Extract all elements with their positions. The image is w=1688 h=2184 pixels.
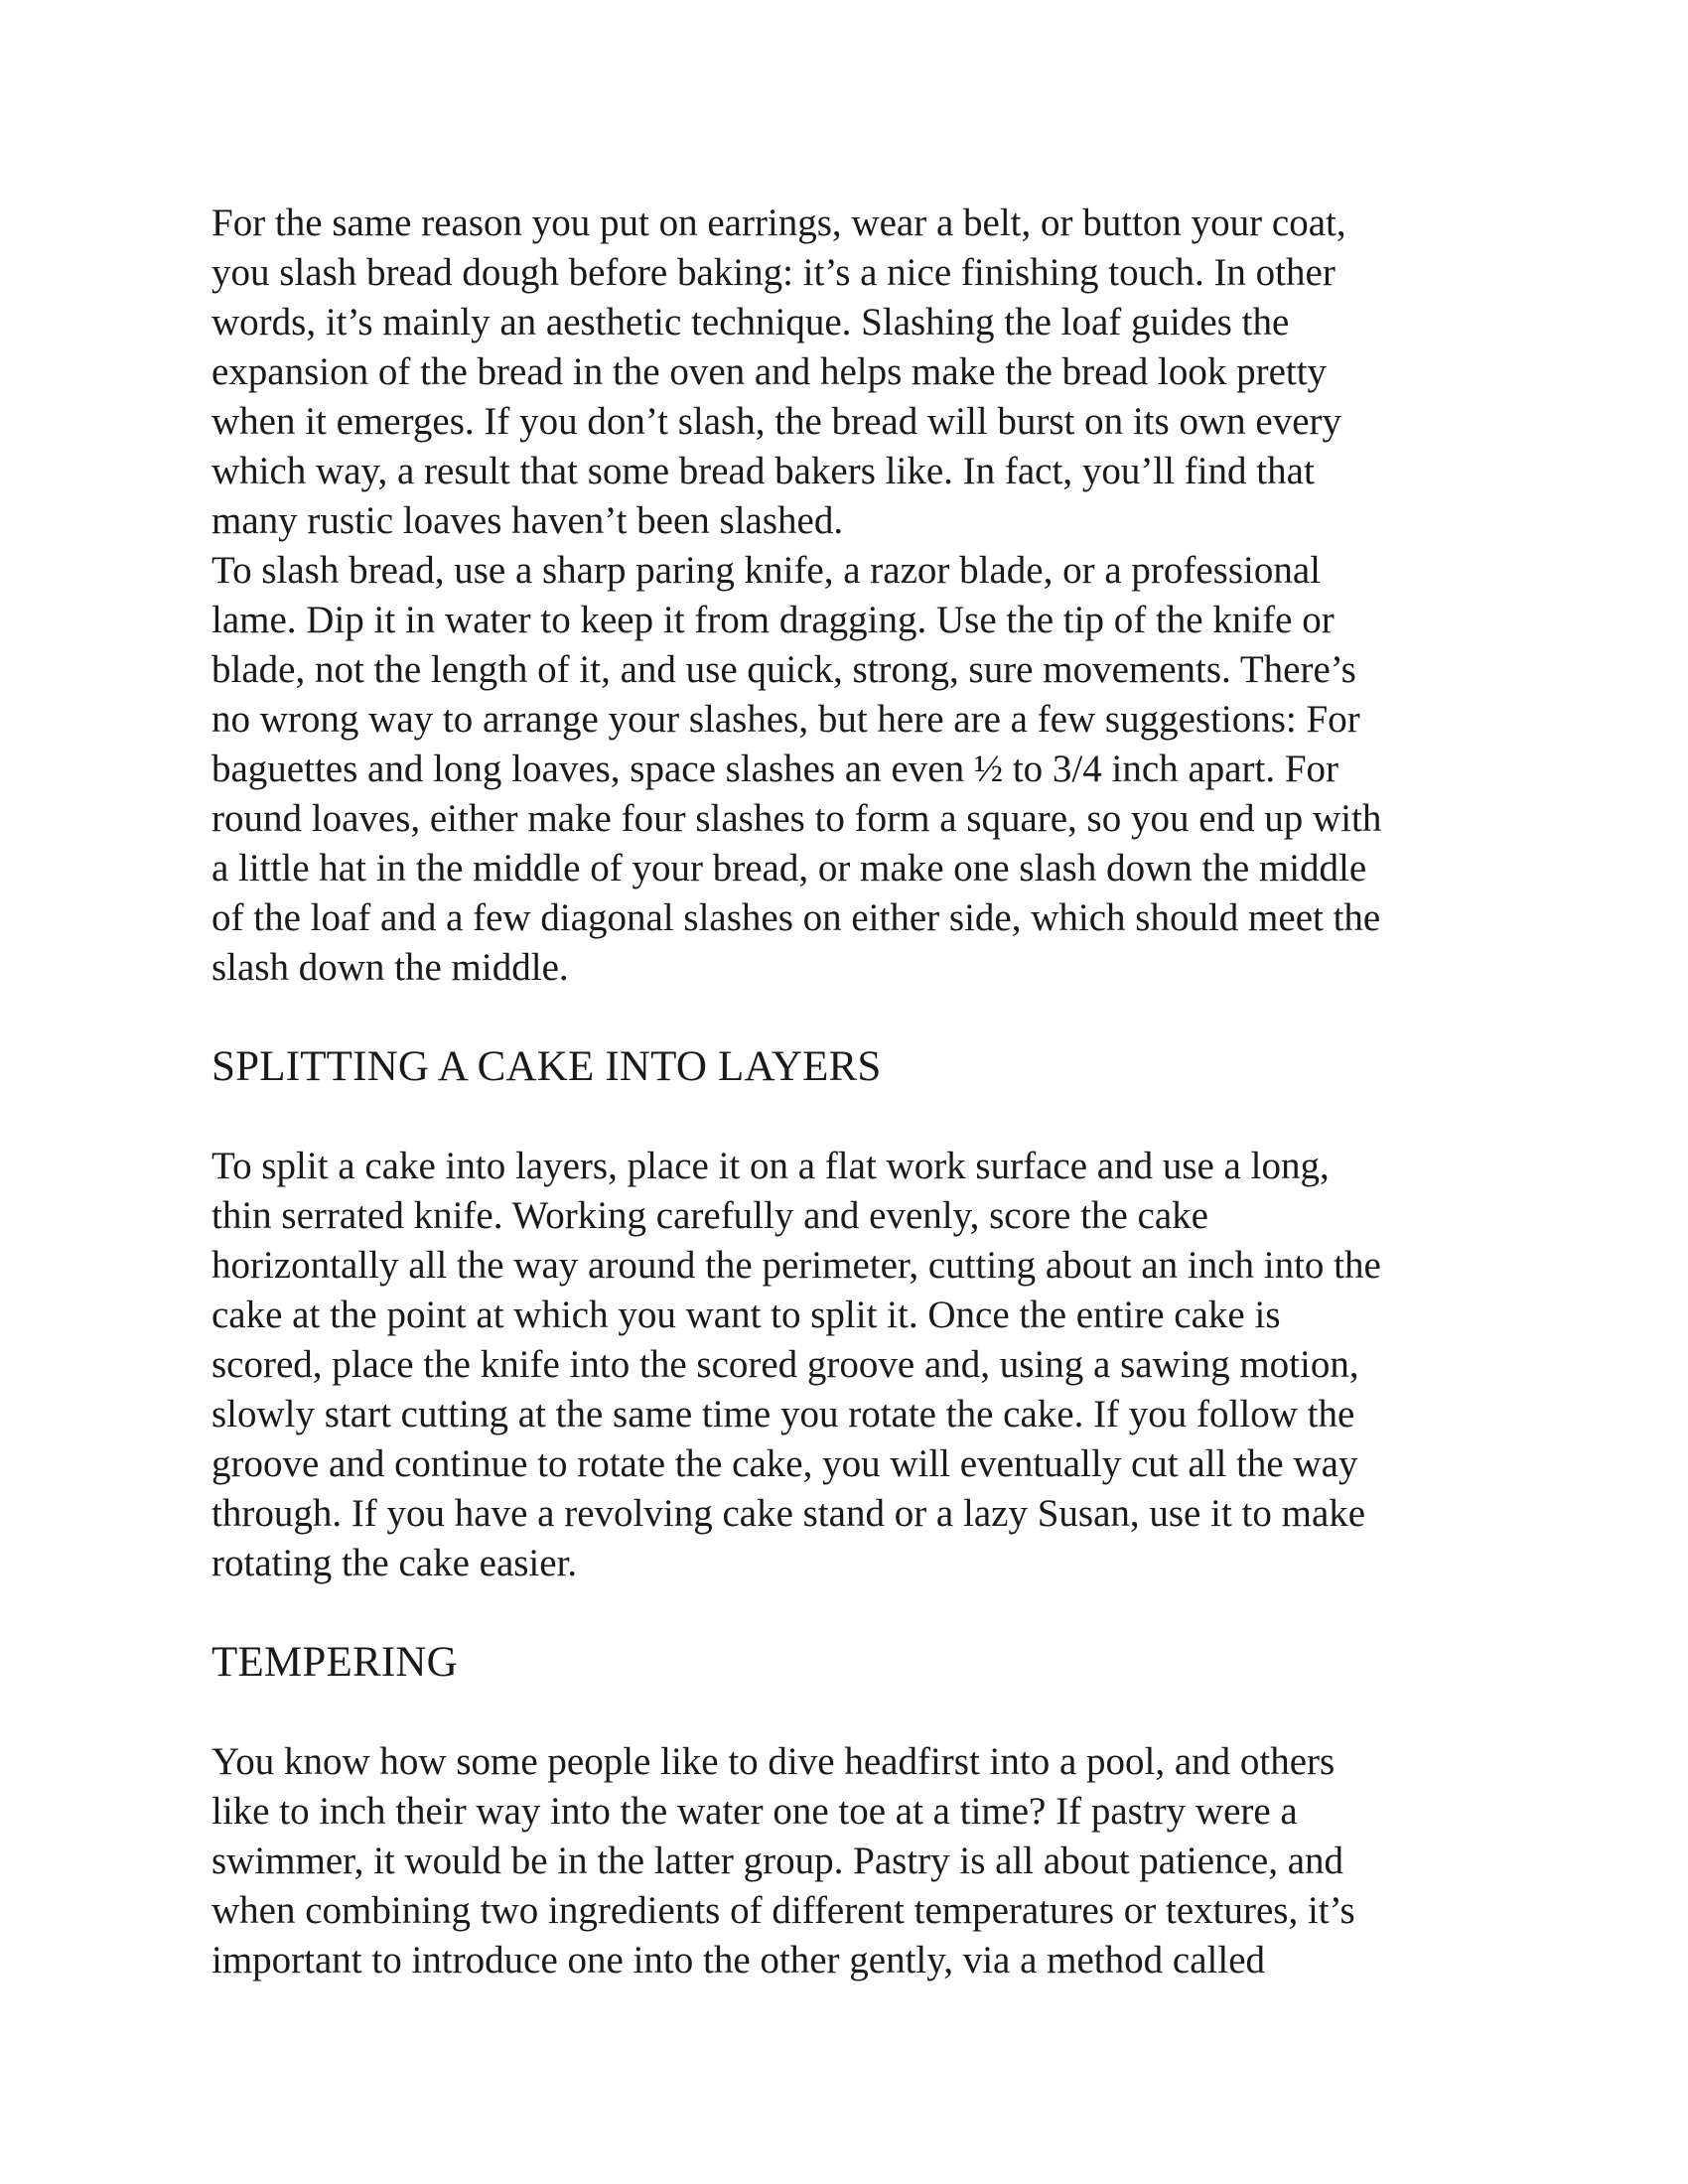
text-line: thin serrated knife. Working carefully and evenly, score the cake: [211, 1194, 1208, 1237]
text-line: slowly start cutting at the same time you rotate the cake. If you follow the: [211, 1393, 1355, 1435]
text-line: expansion of the bread in the oven and helps make the bread look pretty: [211, 350, 1328, 393]
text-line: when it emerges. If you don’t slash, the bread will burst on its own every: [211, 400, 1342, 443]
spacer: [211, 1588, 1492, 1638]
text-line: groove and continue to rotate the cake, you will eventually cut all the way: [211, 1442, 1358, 1485]
text-line: a little hat in the middle of your bread, or make one slash down the middle: [211, 847, 1367, 889]
spacer: [211, 993, 1492, 1042]
text-line: no wrong way to arrange your slashes, but here are a few suggestions: For: [211, 698, 1360, 741]
text-line: many rustic loaves haven’t been slashed.: [211, 499, 844, 542]
text-line: swimmer, it would be in the latter group. Pastry is all about patience, and: [211, 1840, 1344, 1882]
spacer: [211, 1688, 1492, 1737]
text-line: slash down the middle.: [211, 946, 569, 989]
text-line: of the loaf and a few diagonal slashes on either side, which should meet the: [211, 896, 1381, 939]
text-line: round loaves, either make four slashes to form a square, so you end up with: [211, 797, 1382, 840]
text-line: like to inch their way into the water one toe at a time? If pastry were a: [211, 1790, 1298, 1833]
text-line: baguettes and long loaves, space slashes an even ½ to 3/4 inch apart. For: [211, 748, 1339, 790]
text-line: rotating the cake easier.: [211, 1542, 578, 1584]
text-line: horizontally all the way around the perimeter, cutting about an inch into the: [211, 1244, 1381, 1287]
text-line: you slash bread dough before baking: it’s a nice finishing touch. In other: [211, 251, 1336, 294]
text-line: through. If you have a revolving cake stand or a lazy Susan, use it to make: [211, 1492, 1366, 1535]
text-line: blade, not the length of it, and use quick, strong, sure movements. There’s: [211, 648, 1356, 691]
section-heading-splitting-cake: SPLITTING A CAKE INTO LAYERS: [211, 1043, 882, 1090]
text-line: lame. Dip it in water to keep it from dragging. Use the tip of the knife or: [211, 599, 1335, 641]
text-line: which way, a result that some bread bakers like. In fact, you’ll find that: [211, 450, 1315, 492]
paragraph-splitting-cake: [211, 1142, 1492, 1588]
text-line: You know how some people like to dive headfirst into a pool, and others: [211, 1740, 1336, 1783]
text-line: To slash bread, use a sharp paring knife, a razor blade, or a professional: [211, 549, 1322, 592]
spacer: [211, 1092, 1492, 1142]
text-line: important to introduce one into the other gently, via a method called: [211, 1939, 1265, 1981]
document-page: [211, 199, 1492, 1985]
text-line: when combining two ingredients of different temperatures or textures, it’s: [211, 1889, 1355, 1932]
paragraph-slashing-method: [211, 546, 1492, 993]
section-heading-tempering: TEMPERING: [211, 1639, 458, 1686]
text-line: To split a cake into layers, place it on a flat work surface and use a long,: [211, 1145, 1330, 1187]
paragraph-tempering: [211, 1737, 1492, 1985]
text-line: scored, place the knife into the scored groove and, using a sawing motion,: [211, 1343, 1359, 1386]
text-line: cake at the point at which you want to split it. Once the entire cake is: [211, 1294, 1281, 1336]
paragraph-slashing-intro: [211, 199, 1492, 546]
text-line: For the same reason you put on earrings, wear a belt, or button your coat,: [211, 202, 1346, 244]
text-line: words, it’s mainly an aesthetic technique. Slashing the loaf guides the: [211, 301, 1290, 343]
